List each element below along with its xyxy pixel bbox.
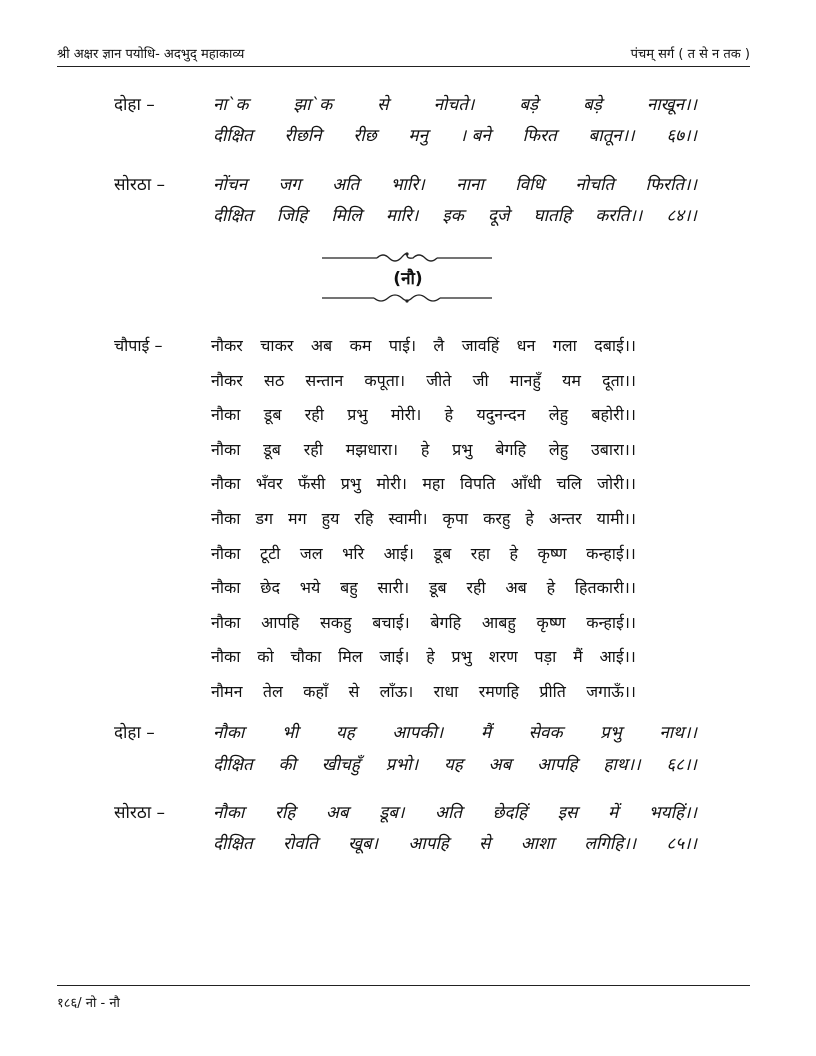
word: जावहिं: [461, 336, 500, 355]
word: नौकर: [211, 336, 243, 355]
word: नाखून।।: [646, 95, 697, 115]
word: सन्तान: [305, 370, 344, 390]
word: प्रभु: [340, 474, 362, 494]
word: भी: [281, 723, 299, 743]
word: की: [278, 755, 296, 775]
word: जिहि: [276, 206, 308, 226]
word: नौका: [211, 578, 241, 598]
chaupai-line-2: [211, 369, 636, 391]
word: से: [377, 95, 389, 115]
word: नाथ।।: [659, 723, 697, 743]
doha-1-line-1: [213, 92, 697, 115]
word: डूब: [263, 439, 281, 459]
word: जीते: [426, 370, 452, 390]
word: आपहि: [261, 612, 300, 632]
word: नौका: [211, 474, 241, 494]
word: नौका: [211, 509, 241, 528]
word: पाई।: [388, 336, 417, 355]
word: प्रभो।: [385, 755, 419, 775]
word: बहु: [340, 578, 358, 598]
word: अब: [325, 803, 349, 823]
word: ६७।।: [666, 126, 697, 146]
word: अब: [488, 755, 512, 775]
page-number-footer: १८६/ नो - नौ: [57, 996, 120, 1011]
word: बचाई।: [372, 612, 410, 632]
word: भारि।: [390, 175, 425, 195]
word: नोंचन: [213, 175, 248, 195]
word: सेवक: [528, 723, 563, 743]
header-divider: [57, 66, 750, 67]
word: करहु: [483, 509, 511, 528]
word: बेगहि: [430, 612, 462, 632]
word: पड़ा: [534, 647, 557, 667]
word: से: [479, 834, 491, 854]
doha-2-label: दोहा –: [114, 723, 155, 743]
chaupai-line-9: [211, 611, 636, 633]
word: खीचहुँ: [321, 755, 360, 775]
word: यह: [443, 755, 463, 775]
word: करति।।: [595, 206, 643, 226]
word: नौका: [213, 723, 245, 743]
word: घातहि: [533, 206, 572, 226]
word: भये: [299, 578, 321, 598]
word: नोचते।: [433, 95, 475, 115]
sortha-1-label: सोरठा –: [114, 175, 166, 195]
word: इस: [557, 803, 578, 823]
header-chapter-title: पंचम् सर्ग ( त से न तक ): [630, 47, 750, 62]
word: छेदहिं: [492, 803, 528, 823]
chaupai-line-4: [211, 438, 636, 460]
word: लेहु: [548, 405, 569, 425]
word: आई।: [383, 543, 414, 563]
doha-1-label: दोहा –: [114, 95, 155, 115]
ornament-top-divider: [322, 251, 492, 263]
word: बातून।।: [588, 126, 635, 146]
word: प्रभु: [600, 723, 622, 743]
word: विपति: [459, 474, 496, 494]
word: विधि: [515, 175, 544, 195]
word: लेहु: [548, 439, 569, 459]
word: रहि: [354, 509, 374, 528]
word: भयहिं।।: [648, 803, 697, 823]
word: आँधी: [510, 474, 542, 494]
word: हे: [525, 509, 534, 528]
word: बडे़: [583, 95, 602, 115]
word: अब: [505, 578, 527, 598]
word: नौका: [213, 803, 245, 823]
word: मनु: [408, 126, 429, 146]
word: मारि।: [385, 206, 419, 226]
word: राधा: [433, 682, 459, 701]
word: डूब: [263, 405, 282, 425]
word: प्रभु: [451, 647, 472, 667]
word: रीछनि: [284, 126, 322, 146]
header-book-title: श्री अक्षर ज्ञान पयोधि- अदभुद् महाकाव्य: [57, 47, 245, 62]
word: जोरी।।: [597, 474, 636, 494]
word: कहाँ: [303, 682, 329, 701]
word: रीछ: [353, 126, 377, 146]
chaupai-line-3: [211, 403, 636, 425]
word: ८४।।: [666, 206, 697, 226]
word: जग: [278, 175, 301, 195]
word: कन्हाई।।: [586, 543, 636, 563]
word: कृपा: [442, 509, 469, 528]
chaupai-line-7: [211, 542, 636, 564]
word: आशा: [520, 834, 555, 854]
word: महा: [422, 474, 445, 494]
section-title: (नौ): [393, 269, 423, 289]
word: यम: [562, 370, 581, 390]
word: अब: [310, 336, 333, 355]
word: लगिहि।।: [584, 834, 637, 854]
sortha-1-line-2: [213, 203, 697, 226]
word: दूजे: [487, 206, 510, 226]
sortha-1-line-1: [213, 172, 697, 195]
word: डूब: [428, 578, 447, 598]
word: कृष्ण: [536, 612, 566, 632]
sortha-2-line-1: [213, 800, 697, 823]
word: यामी।।: [596, 509, 636, 528]
word: हुय: [321, 509, 340, 528]
chaupai-line-1: [211, 334, 636, 356]
doha-1-line-2: [213, 123, 697, 146]
word: नाना: [456, 175, 484, 195]
word: हितकारी।।: [574, 578, 636, 598]
word: तेल: [262, 682, 283, 701]
word: हे: [444, 405, 454, 425]
word: कन्हाई।।: [586, 612, 636, 632]
word: रही: [303, 439, 323, 459]
word: मझधारा।: [345, 439, 399, 459]
word: नौका: [211, 543, 241, 563]
word: अति: [332, 175, 360, 195]
word: सठ: [264, 370, 285, 390]
word: झा`क: [293, 95, 333, 115]
chaupai-label: चौपाई –: [114, 336, 163, 355]
word: हे: [546, 578, 556, 598]
word: हे: [509, 543, 519, 563]
word: रमणहि: [478, 682, 520, 701]
word: खूब।: [348, 834, 379, 854]
word: स्वामी।: [388, 509, 428, 528]
word: मानहुँ: [509, 370, 541, 390]
word: डूब।: [379, 803, 405, 823]
word: चौका: [290, 647, 322, 667]
word: फिरत: [522, 126, 557, 146]
word: प्रीति: [539, 682, 566, 701]
word: जी: [472, 370, 489, 390]
word: कृष्ण: [537, 543, 567, 563]
word: मिल: [338, 647, 363, 667]
word: आपकी।: [392, 723, 444, 743]
word: आबहु: [481, 612, 516, 632]
word: चलि: [556, 474, 582, 494]
word: कम: [349, 336, 372, 355]
word: नौका: [211, 647, 241, 667]
word: नौमन: [211, 682, 243, 701]
word: मोरी।: [376, 474, 407, 494]
word: में: [608, 803, 619, 823]
word: रहा: [470, 543, 490, 563]
word: हे: [426, 647, 435, 667]
chaupai-line-6: [211, 507, 636, 529]
word: शरण: [488, 647, 518, 667]
word: लै: [433, 336, 445, 355]
word: लाँऊ।: [379, 682, 414, 701]
chaupai-line-10: [211, 645, 636, 667]
chaupai-line-8: [211, 576, 636, 598]
word: से: [348, 682, 360, 701]
word: दीक्षित: [213, 755, 253, 775]
word: भरि: [342, 543, 365, 563]
word: आपहि: [537, 755, 578, 775]
word: टूटी: [260, 543, 281, 563]
word: मैं: [573, 647, 583, 667]
word: यह: [335, 723, 355, 743]
word: फँसी: [297, 474, 326, 494]
word: यदुनन्दन: [476, 405, 526, 425]
word: छेद: [260, 578, 280, 598]
word: । बने: [459, 126, 491, 146]
word: बडे़: [519, 95, 539, 115]
word: नौका: [211, 405, 241, 425]
word: मैं: [480, 723, 491, 743]
word: रही: [304, 405, 324, 425]
word: आई।।: [599, 647, 636, 667]
word: नौका: [211, 439, 241, 459]
word: गला: [552, 336, 577, 355]
word: प्रभु: [347, 405, 368, 425]
ornament-bottom-divider: [322, 292, 492, 304]
word: सकहु: [319, 612, 352, 632]
word: ८५।।: [666, 834, 697, 854]
chaupai-line-11: [211, 680, 636, 702]
sortha-2-label: सोरठा –: [114, 803, 166, 823]
word: डग: [255, 509, 274, 528]
word: जगाऊँ।।: [586, 682, 636, 701]
word: भँवर: [255, 474, 283, 494]
word: जाई।: [379, 647, 410, 667]
word: मग: [288, 509, 307, 528]
word: डूब: [433, 543, 452, 563]
word: आपहि: [408, 834, 449, 854]
word: रोवति: [282, 834, 318, 854]
word: बहोरी।।: [591, 405, 636, 425]
word: नौकर: [211, 370, 243, 390]
sortha-2-line-2: [213, 831, 697, 854]
word: बेगहि: [495, 439, 527, 459]
doha-2-line-2: [213, 752, 697, 775]
word: धन: [516, 336, 536, 355]
word: नोचति: [575, 175, 615, 195]
word: अन्तर: [548, 509, 582, 528]
word: प्रभु: [452, 439, 473, 459]
word: दीक्षित: [213, 206, 253, 226]
chaupai-line-5: [211, 472, 636, 494]
word: चाकर: [260, 336, 294, 355]
word: जल: [299, 543, 323, 563]
word: नौका: [211, 612, 241, 632]
word: सारी।: [377, 578, 410, 598]
word: मिलि: [331, 206, 362, 226]
word: दीक्षित: [213, 834, 253, 854]
word: मोरी।: [390, 405, 422, 425]
word: ६८।।: [666, 755, 697, 775]
word: कपूता।: [364, 370, 406, 390]
word: हाथ।।: [603, 755, 641, 775]
word: दीक्षित: [213, 126, 253, 146]
word: को: [257, 647, 274, 667]
word: दबाई।।: [594, 336, 636, 355]
word: ना`क: [213, 95, 249, 115]
footer-divider: [57, 985, 750, 986]
word: अति: [434, 803, 463, 823]
word: फिरति।।: [645, 175, 697, 195]
word: रहि: [274, 803, 296, 823]
word: रही: [466, 578, 486, 598]
doha-2-line-1: [213, 720, 697, 743]
word: इक: [442, 206, 464, 226]
word: उबारा।।: [591, 439, 636, 459]
word: हे: [420, 439, 430, 459]
word: दूता।।: [602, 370, 636, 390]
